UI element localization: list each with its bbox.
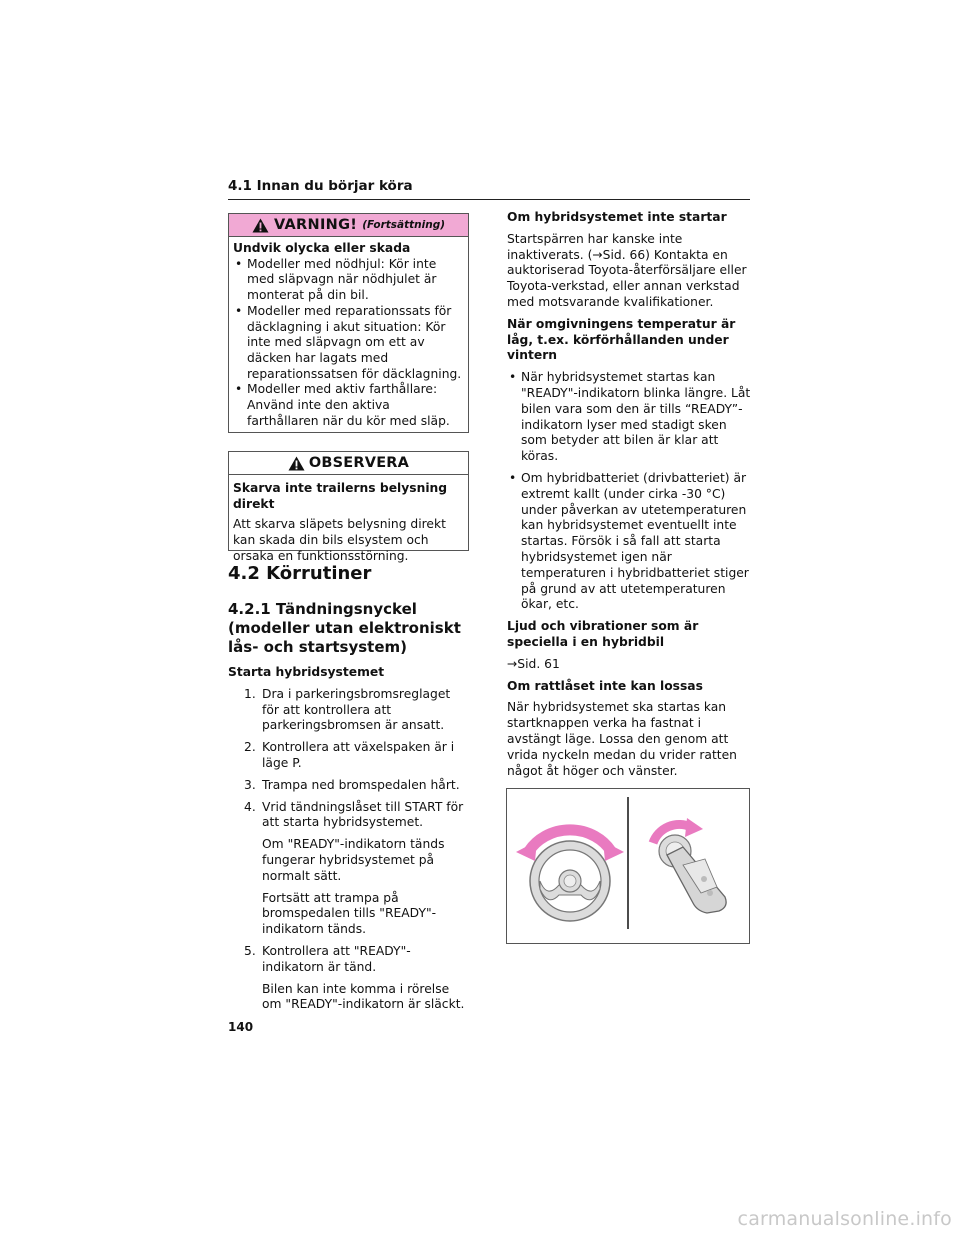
warning-title: VARNING! (273, 217, 358, 233)
section-421-title: 4.2.1 Tändningsnyckel (modeller utan elektroniskt lås- och startsystem) (228, 600, 461, 656)
right-heading-3: Ljud och vibrationer som är speciella i en hybridbil (507, 619, 699, 649)
step-number: 4. (244, 799, 256, 814)
start-step (244, 687, 470, 734)
start-step (244, 778, 470, 794)
warning-subtitle: (Fortsättning) (362, 219, 446, 231)
illustration-svg (507, 789, 749, 943)
step-text: Vrid tändningslåset till START för att starta hybridsystemet. (262, 799, 464, 830)
step-number: 3. (244, 777, 256, 792)
right-heading-2: När omgivningens temperatur är låg, t.ex. körförhållanden under vintern (507, 316, 736, 363)
steering-lock-illustration (506, 788, 750, 944)
warning-triangle-icon (252, 218, 269, 233)
step-text: Kontrollera att växelspaken är i läge P. (262, 740, 455, 770)
steering-wheel-icon (530, 841, 610, 921)
warning-bullet: • Modeller med nödhjul: Kör inte med släpvagn när nödhjulet är monterat på din bil. (233, 257, 462, 304)
warning-bullet: • Modeller med reparationssats för däcklagning i akut situation: Kör inte med släpvagn om ett av däcken har lagats med reparationssatsen för däcklagning. (233, 304, 462, 383)
watermark: carmanualsonline.info (737, 1208, 952, 1230)
step-note: Fortsätt att trampa på bromspedalen tills "READY"-indikatorn tänds. (262, 890, 437, 937)
step-text: Kontrollera att "READY"-indikatorn är tänd. (262, 943, 411, 974)
start-step (244, 800, 470, 832)
ignition-key-icon (659, 835, 726, 913)
step-note: Bilen kan inte komma i rörelse om "READY"-indikatorn är släckt. (262, 981, 465, 1012)
notice-box (228, 451, 469, 563)
start-heading: Starta hybridsystemet (228, 665, 385, 679)
start-step (244, 944, 470, 976)
notice-header (229, 452, 468, 475)
page-reference-link: →Sid. 61 (507, 656, 560, 671)
step-number: 2. (244, 740, 256, 755)
warning-header (229, 214, 468, 237)
notice-title: OBSERVERA (308, 455, 410, 471)
notice-heading: Skarva inte trailerns belysning direkt (233, 481, 448, 511)
warning-box (228, 213, 469, 433)
right-heading-4: Om rattlåset inte kan lossas (507, 678, 703, 693)
notice-text: Att skarva släpets belysning direkt kan skada din bils elsystem och orsaka en funktionsstörning. (233, 517, 446, 563)
right-paragraph-4: När hybridsystemet ska startas kan startknappen verka ha fastnat i avstängt läge. Lossa den genom att vrida nyckeln medan du vrider ratten något åt höger och vänster. (507, 700, 737, 778)
right-bullet: • Om hybridbatteriet (drivbatteriet) är extremt kallt (under cirka -30 °C) under påverkan av utetemperaturen kan hybridsystemet eventuellt inte startas. Försök i så fall att starta hybridsystemet igen när temperaturen i hybridbatteriet stiger på grund av att utetemperaturen ökar, etc. (507, 471, 751, 613)
step-number: 5. (244, 943, 256, 958)
step-number: 1. (244, 686, 256, 701)
section-42-title: 4.2 Körrutiner (228, 563, 372, 584)
step-text: Dra i parkeringsbromsreglaget för att kontrollera att parkeringsbromsen är ansatt. (262, 686, 451, 733)
section-header: 4.1 Innan du börjar köra (228, 178, 750, 200)
warning-bullet: • Modeller med aktiv farthållare: Använd inte den aktiva farthållaren när du kör med släp. (233, 382, 462, 429)
warning-triangle-icon (288, 456, 305, 471)
step-text: Trampa ned bromspedalen hårt. (262, 777, 460, 792)
right-heading-1: Om hybridsystemet inte startar (507, 210, 727, 224)
start-step (244, 740, 470, 772)
page-number: 140 (228, 1020, 254, 1034)
right-paragraph-1: Startspärren har kanske inte inaktiverats. (→Sid. 66) Kontakta en auktoriserad Toyota-återförsäljare eller Toyota-verkstad, eller annan verkstad med motsvarande kvalifikationer. (507, 231, 747, 309)
right-bullet: • När hybridsystemet startas kan "READY"-indikatorn blinka längre. Låt bilen vara som den är tills “READY”-indikatorn lyser med stadigt sken som betyder att bilen är klar att köras. (507, 370, 751, 465)
step-note: Om "READY"-indikatorn tänds fungerar hybridsystemet på normalt sätt. (262, 837, 445, 883)
warning-heading: Undvik olycka eller skada (233, 241, 411, 255)
